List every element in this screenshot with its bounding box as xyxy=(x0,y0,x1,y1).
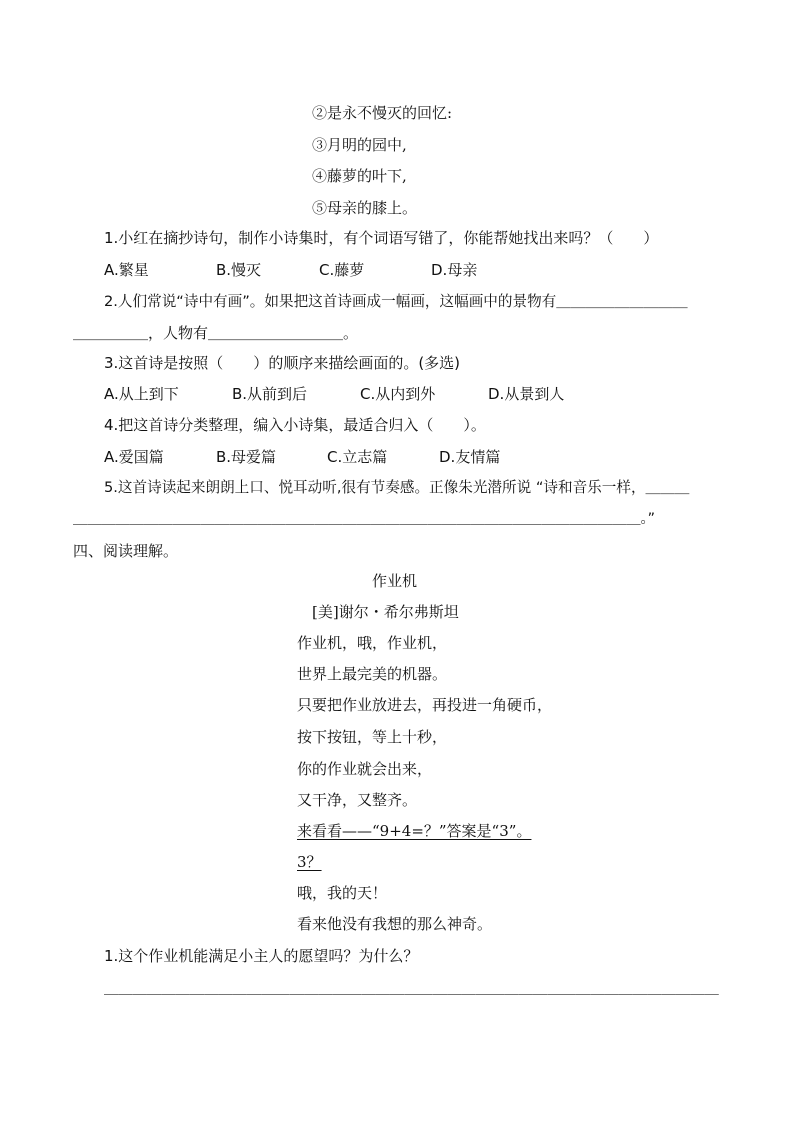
reading-line-9: 哦，我的天！ xyxy=(297,884,388,902)
reading-line-8: 3？ xyxy=(297,853,322,871)
q3-option-d: D.从景到人 xyxy=(488,385,565,403)
question-2-line1: 2.人们常说“诗中有画”。如果把这首诗画成一幅画，这幅画中的景物有＿＿＿＿＿＿＿＿＿ xyxy=(104,293,688,310)
reading-question-1: 1.这个作业机能满足小主人的愿望吗？为什么？ xyxy=(104,947,419,965)
section-heading: 四、阅读理解。 xyxy=(73,542,179,560)
poem-line-5: ⑤母亲的膝上。 xyxy=(312,199,418,217)
q1-option-d: D.母亲 xyxy=(431,261,478,279)
reading-line-6: 又干净，又整齐。 xyxy=(297,791,418,809)
reading-line-10: 看来他没有我想的那么神奇。 xyxy=(297,915,493,933)
q4-option-b: B.母爱篇 xyxy=(216,448,277,466)
reading-line-4: 按下按钮，等上十秒， xyxy=(297,728,448,746)
q3-option-b: B.从前到后 xyxy=(232,385,308,403)
q1-option-b: B.慢灭 xyxy=(216,261,262,279)
question-4: 4.把这首诗分类整理，编入小诗集，最适合归入（ ）。 xyxy=(104,416,486,434)
q3-option-a: A.从上到下 xyxy=(104,385,179,403)
poem-line-4: ④藤萝的叶下, xyxy=(312,167,407,185)
reading-line-3: 只要把作业放进去，再投进一角硬币， xyxy=(297,696,553,714)
question-1: 1.小红在摘抄诗句，制作小诗集时，有个词语写错了，你能帮她找出来吗？（ ） xyxy=(104,229,659,247)
reading-poem-author: [美]谢尔・希尔弗斯坦 xyxy=(312,603,459,621)
answer-line[interactable]: ＿＿＿＿＿＿＿＿＿＿＿＿＿＿＿＿＿＿＿＿＿＿＿＿＿＿＿＿＿＿＿＿＿＿＿＿＿＿＿＿＿＿＿ xyxy=(104,981,719,997)
q4-option-c: C.立志篇 xyxy=(327,448,388,466)
poem-line-2: ②是永不慢灭的回忆: xyxy=(312,104,453,122)
reading-line-7: 来看看——“9+4=？”答案是“3”。 xyxy=(297,822,532,840)
reading-line-2: 世界上最完美的机器。 xyxy=(297,665,448,683)
question-2-line2: ＿＿＿＿＿，人物有＿＿＿＿＿＿＿＿＿。 xyxy=(73,324,359,342)
q1-option-c: C.藤萝 xyxy=(319,261,365,279)
poem-line-3: ③月明的园中, xyxy=(312,136,407,154)
q4-option-a: A.爱国篇 xyxy=(104,448,164,466)
question-5-line1: 5.这首诗读起来朗朗上口、悦耳动听,很有节奏感。正像朱光潜所说 “诗和音乐一样，＿＿＿ xyxy=(104,479,690,496)
reading-line-5: 你的作业就会出来， xyxy=(297,760,433,778)
q1-option-a: A.繁星 xyxy=(104,261,149,279)
reading-poem-title: 作业机 xyxy=(372,572,418,590)
q4-option-d: D.友情篇 xyxy=(439,448,501,466)
reading-line-1: 作业机，哦，作业机， xyxy=(297,634,448,652)
question-3: 3.这首诗是按照（ ）的顺序来描绘画面的。(多选) xyxy=(104,354,461,372)
question-5-line2: ＿＿＿＿＿＿＿＿＿＿＿＿＿＿＿＿＿＿＿＿＿＿＿＿＿＿＿＿＿＿＿＿＿＿＿＿＿＿＿＿。” xyxy=(73,511,655,527)
q3-option-c: C.从内到外 xyxy=(360,385,436,403)
